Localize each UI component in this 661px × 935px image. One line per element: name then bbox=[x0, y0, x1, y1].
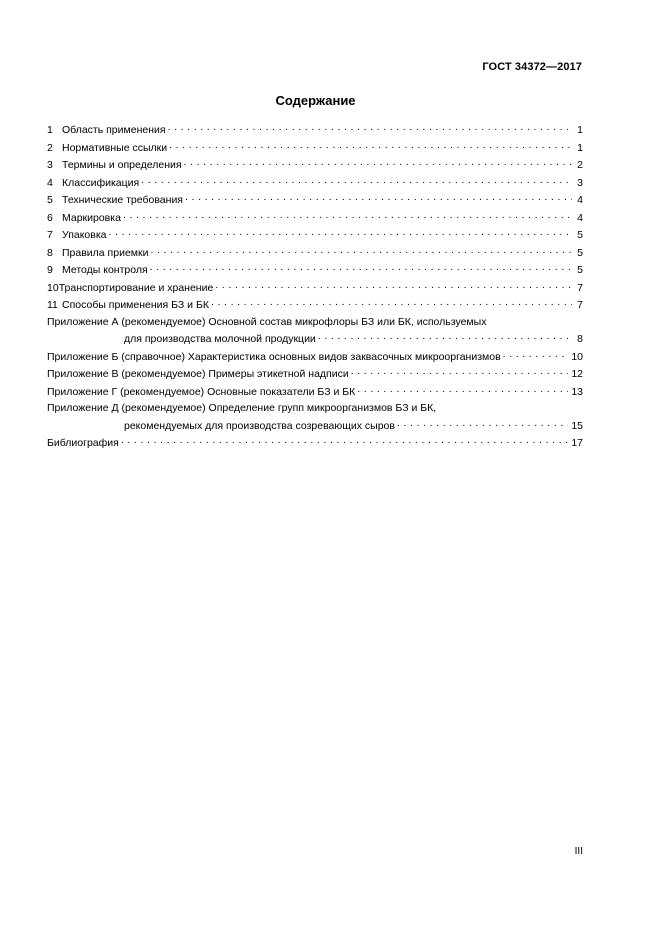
toc-annex-b[interactable] bbox=[47, 348, 583, 366]
toc-entry-label: Правила приемки bbox=[62, 246, 149, 259]
toc-entry-page: 13 bbox=[571, 385, 583, 398]
toc-entry-number: 11 bbox=[47, 299, 58, 311]
table-of-contents bbox=[47, 121, 583, 452]
toc-entry-label: Способы применения БЗ и БК bbox=[62, 299, 209, 311]
toc-entry-page: 4 bbox=[577, 211, 583, 224]
toc-entry-7[interactable] bbox=[47, 226, 583, 244]
toc-entry-label: Приложение Б (справочное) Характеристика основных видов заквасочных микроорганизмов bbox=[47, 350, 501, 363]
toc-annex-d[interactable] bbox=[47, 400, 583, 434]
toc-entry-label: Упаковка bbox=[62, 229, 107, 241]
document-code: ГОСТ 34372—2017 bbox=[482, 61, 582, 73]
toc-entry-page: 8 bbox=[577, 333, 583, 345]
toc-entry-label: Маркировка bbox=[62, 211, 121, 224]
toc-entry-3[interactable] bbox=[47, 156, 583, 174]
toc-dot-leader bbox=[109, 226, 572, 238]
toc-entry-page: 17 bbox=[571, 437, 583, 449]
toc-entry-label: Приложение Г (рекомендуемое) Основные показатели БЗ и БК bbox=[47, 385, 356, 398]
toc-entry-page: 3 bbox=[577, 176, 583, 189]
toc-entry-number: 7 bbox=[47, 229, 53, 241]
toc-dot-leader bbox=[150, 261, 572, 273]
toc-entry-label: Область применения bbox=[62, 124, 166, 136]
toc-dot-leader bbox=[211, 296, 572, 308]
toc-dot-leader bbox=[169, 139, 572, 151]
toc-entry-10[interactable] bbox=[47, 279, 583, 297]
toc-entry-page: 1 bbox=[577, 124, 583, 136]
toc-entry-page: 10 bbox=[571, 350, 583, 363]
toc-entry-label: Термины и определения bbox=[62, 159, 182, 171]
toc-dot-leader bbox=[503, 348, 569, 360]
toc-entry-label: Приложение А (рекомендуемое) Основной состав микрофлоры БЗ или БК, используемых bbox=[47, 315, 487, 328]
toc-dot-leader bbox=[397, 417, 568, 429]
toc-entry-number: 10 bbox=[47, 281, 59, 294]
toc-dot-leader bbox=[168, 121, 572, 133]
toc-entry-page: 5 bbox=[577, 246, 583, 259]
toc-entry-number: 2 bbox=[47, 141, 53, 154]
toc-dot-leader bbox=[123, 209, 572, 221]
toc-dot-leader bbox=[318, 330, 572, 342]
toc-entry-label: рекомендуемых для производства созревающих сыров bbox=[124, 419, 395, 432]
toc-dot-leader bbox=[184, 156, 572, 168]
toc-entry-number: 9 bbox=[47, 264, 53, 276]
toc-entry-number: 6 bbox=[47, 211, 53, 224]
toc-dot-leader bbox=[150, 244, 572, 256]
toc-entry-8[interactable] bbox=[47, 244, 583, 262]
toc-entry-5[interactable] bbox=[47, 191, 583, 209]
toc-entry-label: Транспортирование и хранение bbox=[58, 281, 214, 294]
toc-entry-number: 1 bbox=[47, 124, 53, 136]
toc-entry-number: 3 bbox=[47, 159, 53, 171]
toc-bibliography[interactable] bbox=[47, 434, 583, 452]
toc-annex-a[interactable] bbox=[47, 314, 583, 348]
toc-dot-leader bbox=[121, 434, 568, 446]
toc-entry-page: 5 bbox=[577, 229, 583, 241]
toc-entry-label: для производства молочной продукции bbox=[124, 333, 316, 345]
toc-entry-label: Технические требования bbox=[62, 194, 183, 206]
toc-entry-page: 5 bbox=[577, 264, 583, 276]
toc-entry-label: Приложение Д (рекомендуемое) Определение групп микроорганизмов БЗ и БК, bbox=[47, 402, 437, 414]
toc-entry-page: 2 bbox=[577, 159, 583, 171]
toc-entry-label: Библиография bbox=[47, 437, 119, 449]
toc-entry-9[interactable] bbox=[47, 261, 583, 279]
toc-entry-2[interactable] bbox=[47, 139, 583, 157]
toc-annex-g[interactable] bbox=[47, 383, 583, 401]
toc-entry-label: Нормативные ссылки bbox=[62, 141, 168, 154]
toc-entry-6[interactable] bbox=[47, 209, 583, 227]
toc-entry-page: 4 bbox=[577, 194, 583, 206]
toc-entry-page: 15 bbox=[571, 419, 583, 432]
toc-entry-page: 12 bbox=[571, 368, 583, 380]
toc-entry-label: Методы контроля bbox=[62, 264, 148, 276]
toc-entry-page: 7 bbox=[577, 299, 583, 311]
toc-dot-leader bbox=[141, 174, 572, 186]
toc-entry-label: Приложение В (рекомендуемое) Примеры этикетной надписи bbox=[47, 368, 349, 380]
toc-entry-1[interactable] bbox=[47, 121, 583, 139]
toc-annex-line bbox=[47, 330, 583, 348]
toc-entry-label: Классификация bbox=[62, 176, 140, 189]
toc-entry-4[interactable] bbox=[47, 174, 583, 192]
page-number: III bbox=[574, 846, 583, 857]
toc-entry-11[interactable] bbox=[47, 296, 583, 314]
toc-entry-page: 7 bbox=[577, 281, 583, 294]
toc-dot-leader bbox=[351, 365, 569, 377]
toc-entry-page: 1 bbox=[577, 141, 583, 154]
toc-dot-leader bbox=[185, 191, 572, 203]
toc-title: Содержание bbox=[275, 93, 356, 108]
toc-annex-v[interactable] bbox=[47, 365, 583, 383]
toc-entry-number: 4 bbox=[47, 176, 53, 189]
toc-entry-number: 8 bbox=[47, 246, 53, 259]
toc-entry-number: 5 bbox=[47, 194, 53, 206]
toc-annex-line bbox=[47, 417, 583, 435]
toc-annex-line bbox=[47, 400, 583, 417]
toc-annex-line bbox=[47, 314, 583, 331]
toc-dot-leader bbox=[215, 279, 572, 291]
toc-dot-leader bbox=[357, 383, 568, 395]
